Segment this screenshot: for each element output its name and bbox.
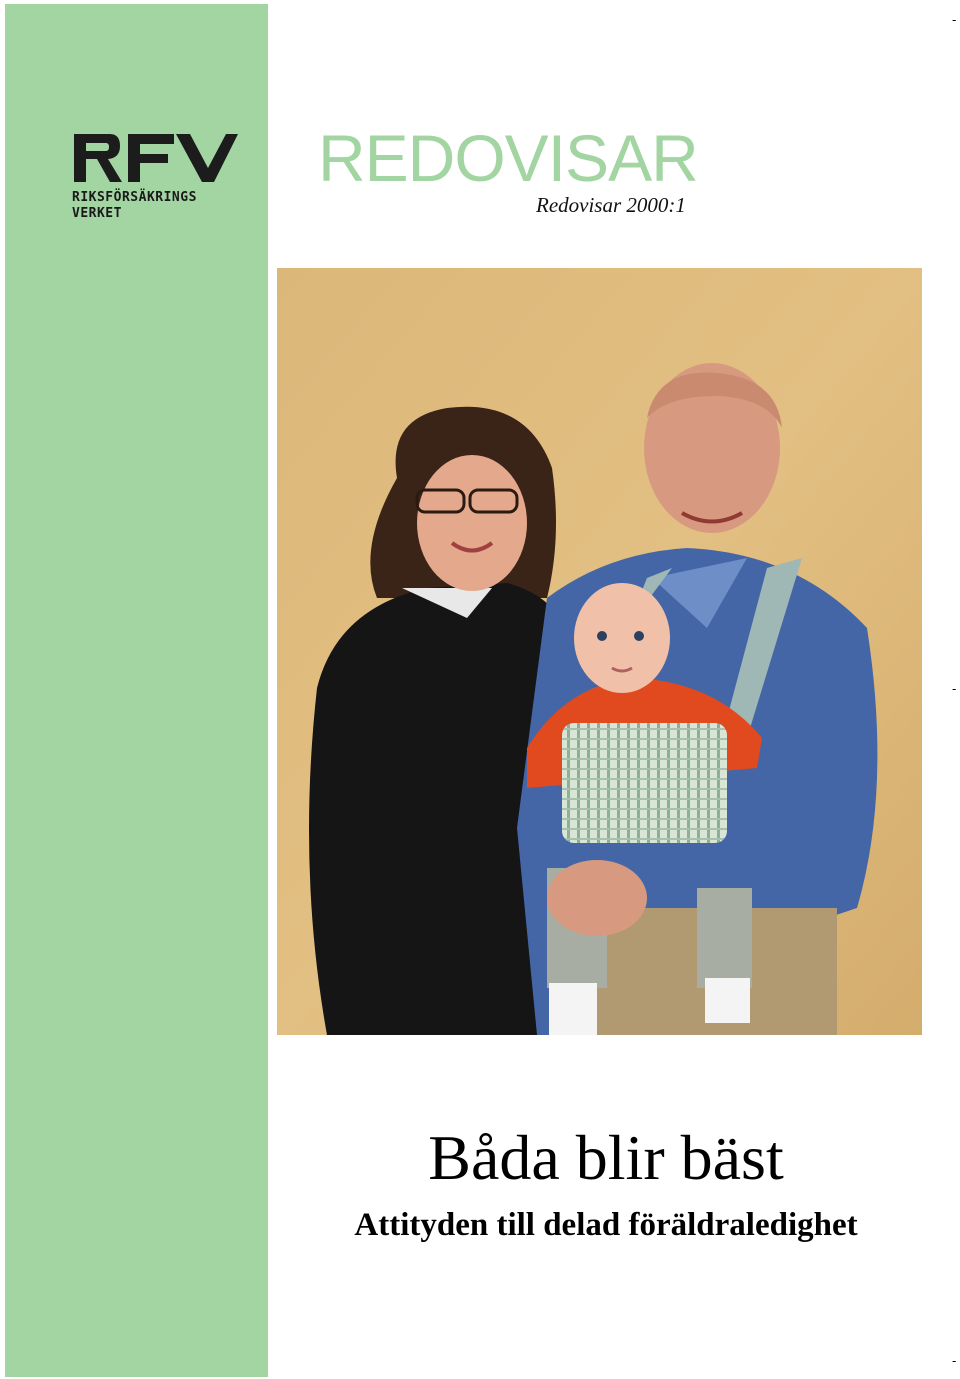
series-heading: REDOVISAR	[318, 121, 698, 195]
logo-line-1: RIKSFÖRSÄKRINGS	[72, 190, 197, 205]
logo-line-2: VERKET	[72, 206, 122, 221]
report-title: Båda blir bäst	[428, 1122, 784, 1193]
series-number: Redovisar 2000:1	[536, 193, 686, 217]
rfv-logo-mark	[70, 128, 240, 188]
family-photo-illustration	[277, 268, 922, 1035]
margin-mark-bottom: -	[952, 1354, 957, 1368]
rfv-logo	[70, 128, 240, 228]
margin-mark-top: -	[952, 13, 957, 27]
family-photo	[277, 268, 922, 1035]
margin-mark-middle: -	[952, 682, 957, 696]
report-subtitle: Attityden till delad föräldraledighet	[354, 1207, 858, 1243]
